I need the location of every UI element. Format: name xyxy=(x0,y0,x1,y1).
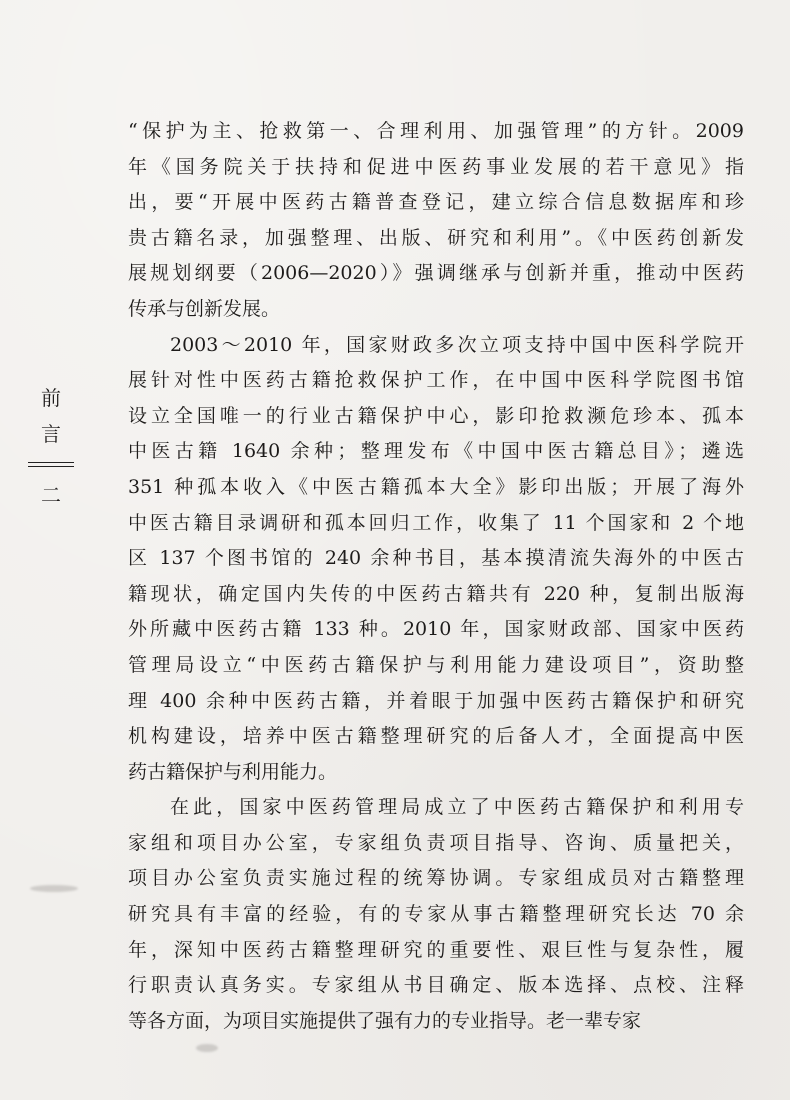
paragraph xyxy=(128,114,744,328)
text-line: 区 137 个图书馆的 240 余种书目，基本摸清流失海外的中医古 xyxy=(128,547,744,570)
text-line: 351 种孤本收入《中医古籍孤本大全》影印出版；开展了海外 xyxy=(128,475,744,498)
text-line: 外所藏中医药古籍 133 种。2010 年，国家财政部、国家中医药 xyxy=(128,618,744,641)
text-line: 管理局设立“中医药古籍保护与利用能力建设项目”，资助整 xyxy=(128,653,744,676)
section-title xyxy=(28,380,74,452)
text-line: 在此，国家中医药管理局成立了中医药古籍保护和利用专 xyxy=(170,796,744,819)
text-line: 出，要“开展中医药古籍普查登记，建立综合信息数据库和珍 xyxy=(128,191,744,214)
paragraph xyxy=(128,328,744,791)
text-line: 年《国务院关于扶持和促进中医药事业发展的若干意见》指 xyxy=(128,155,744,178)
text-line: 2003～2010 年，国家财政多次立项支持中国中医科学院开 xyxy=(170,333,744,356)
text-line: 设立全国唯一的行业古籍保护中心，影印抢救濒危珍本、孤本 xyxy=(128,404,744,427)
text-line: 中医古籍 1640 余种；整理发布《中国中医古籍总目》；遴选 xyxy=(128,440,744,463)
text-line: 传承与创新发展。 xyxy=(128,297,281,320)
text-line: 年，深知中医药古籍整理研究的重要性、艰巨性与复杂性，履 xyxy=(128,938,744,961)
header-divider xyxy=(28,462,74,467)
scan-smudge xyxy=(30,885,78,892)
scan-smudge xyxy=(196,1044,218,1052)
text-line: 中医古籍目录调研和孤本回归工作，收集了 11 个国家和 2 个地 xyxy=(128,511,744,534)
text-line: 展规划纲要（2006—2020）》强调继承与创新并重，推动中医药 xyxy=(128,262,744,285)
text-line: 籍现状，确定国内失传的中医药古籍共有 220 种，复制出版海 xyxy=(128,582,744,605)
text-line: “保护为主、抢救第一、合理利用、加强管理”的方针。2009 xyxy=(128,120,744,142)
text-line: 家组和项目办公室，专家组负责项目指导、咨询、质量把关， xyxy=(128,831,744,854)
text-line: 项目办公室负责实施过程的统筹协调。专家组成员对古籍整理 xyxy=(128,867,744,890)
text-line: 理 400 余种中医药古籍，并着眼于加强中医药古籍保护和研究 xyxy=(128,689,744,712)
running-header xyxy=(28,380,74,509)
text-line: 展针对性中医药古籍抢救保护工作，在中国中医科学院图书馆 xyxy=(128,369,744,392)
text-line: 贵古籍名录，加强整理、出版、研究和利用”。《中医药创新发 xyxy=(128,226,744,249)
body-text xyxy=(128,114,744,1039)
text-line: 等各方面，为项目实施提供了强有力的专业指导。老一辈专家 xyxy=(128,1009,642,1032)
text-line: 药古籍保护与利用能力。 xyxy=(128,760,338,783)
page-number: 二 xyxy=(41,483,61,507)
text-line: 行职责认真务实。专家组从书目确定、版本选择、点校、注释 xyxy=(128,974,744,997)
section-title-char: 前 xyxy=(41,386,61,410)
paragraph xyxy=(128,790,744,1039)
text-line: 机构建设，培养中医古籍整理研究的后备人才，全面提高中医 xyxy=(128,725,744,748)
section-title-char: 言 xyxy=(41,422,61,446)
text-line: 研究具有丰富的经验，有的专家从事古籍整理研究长达 70 余 xyxy=(128,903,744,926)
